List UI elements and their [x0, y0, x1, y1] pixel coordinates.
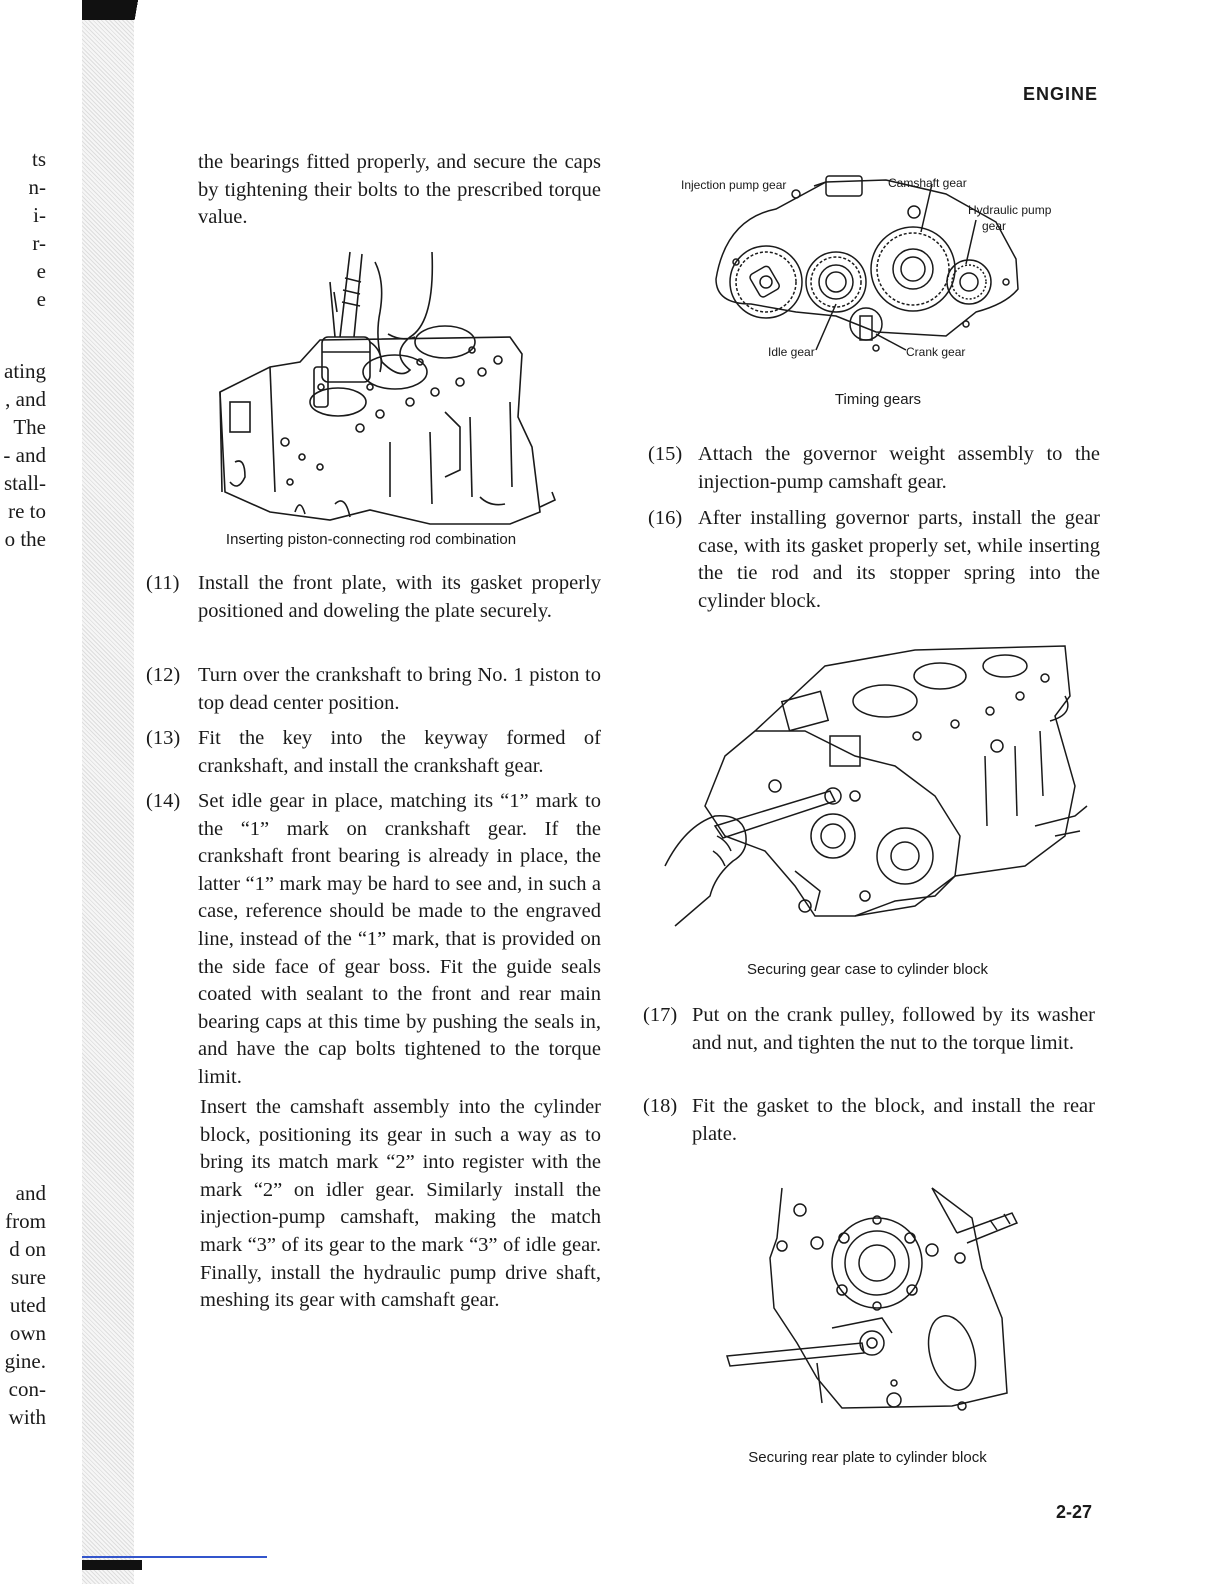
instruction-step — [146, 788, 601, 1092]
facing-page-fragment: from — [5, 1209, 46, 1233]
label-injection-pump-gear: Injection pump gear — [681, 178, 787, 192]
facing-page-fragment: The — [13, 415, 46, 439]
label-camshaft-gear: Camshaft gear — [888, 176, 967, 190]
facing-page-fragment: re to — [8, 499, 46, 523]
scan-edge-bottom — [82, 1560, 142, 1570]
facing-page-fragment: ts — [31, 147, 46, 171]
facing-page-fragment: n- — [28, 175, 46, 199]
scan-edge-top — [82, 0, 172, 20]
scan-edge-line — [82, 1556, 267, 1558]
timing-gears-illustration — [676, 164, 1076, 364]
instruction-step — [146, 662, 601, 717]
label-hydraulic-pump-gear-line1: Hydraulic pump — [968, 203, 1052, 217]
step-text: Fit the key into the keyway formed of crankshaft, and install the crankshaft gear. — [198, 727, 601, 777]
facing-page-fragment: stall- — [4, 471, 46, 495]
intro-paragraph: the bearings fitted properly, and secure the caps by tightening their bolts to the prescribed torque value. — [198, 151, 601, 229]
facing-page-fragment: sure — [11, 1265, 46, 1289]
step-text: Attach the governor weight assembly to the injection-pump camshaft gear. — [698, 443, 1100, 493]
gear-case-caption: Securing gear case to cylinder block — [747, 961, 988, 978]
facing-page-fragment: with — [8, 1405, 46, 1429]
facing-page-fragment: , and — [5, 387, 46, 411]
facing-page-fragment: own — [9, 1321, 46, 1345]
facing-page-fragment: i- — [33, 203, 46, 227]
gear-case-illustration — [655, 636, 1090, 936]
piston-insertion-illustration — [210, 242, 560, 527]
facing-page-fragment: con- — [8, 1377, 46, 1401]
scan-gutter — [82, 0, 134, 1584]
rear-plate-caption: Securing rear plate to cylinder block — [748, 1449, 987, 1466]
step-number: (12) — [146, 664, 181, 686]
label-hydraulic-pump-gear-line2: gear — [982, 219, 1007, 233]
instruction-step — [146, 570, 601, 625]
piston-figure-caption: Inserting piston-connecting rod combination — [225, 531, 517, 548]
step-text: Fit the gasket to the block, and install the rear plate. — [692, 1095, 1095, 1145]
instruction-step — [643, 1002, 1095, 1057]
step-number: (16) — [648, 507, 683, 529]
instruction-step — [643, 1093, 1095, 1148]
step-number: (13) — [146, 727, 181, 749]
step-number: (15) — [648, 443, 683, 465]
facing-page-fragment: gine. — [4, 1349, 46, 1373]
camshaft-install-paragraph: Insert the camshaft assembly into the cylinder block, positioning its gear in such a way as to bring its match mark “2” into register with the mark “2” on idler gear. Similarly install the injection-pump camshaft, making the match mark “3” of its gear to the mark “3” of idle gear. Finally, install the hydraulic pump drive shaft, meshing its gear with camshaft gear. — [200, 1096, 601, 1312]
facing-page-fragment: e — [36, 259, 46, 283]
label-crank-gear: Crank gear — [906, 345, 966, 359]
instruction-step — [648, 505, 1100, 615]
rear-plate-illustration — [722, 1178, 1022, 1413]
facing-page-fragment: o the — [4, 527, 46, 551]
step-number: (14) — [146, 790, 181, 812]
facing-page-fragment: e — [36, 287, 46, 311]
facing-page-fragment: - and — [3, 443, 46, 467]
instruction-step — [146, 725, 601, 780]
step-number: (11) — [146, 572, 180, 594]
facing-page-fragment: ating — [4, 359, 46, 383]
instruction-step — [648, 441, 1100, 496]
section-header: ENGINE — [1022, 84, 1098, 104]
facing-page-fragment: and — [15, 1181, 46, 1205]
page-number: 2-27 — [1056, 1502, 1093, 1522]
step-text: After installing governor parts, install the gear case, with its gasket properly set, while inserting the tie rod and its stopper spring into the cylinder block. — [698, 507, 1100, 612]
label-idle-gear: Idle gear — [768, 345, 815, 359]
step-text: Turn over the crankshaft to bring No. 1 piston to top dead center position. — [198, 664, 601, 714]
facing-page-fragment: uted — [9, 1293, 46, 1317]
facing-page-fragment: r- — [32, 231, 46, 255]
step-number: (18) — [643, 1095, 678, 1117]
step-text: Put on the crank pulley, followed by its washer and nut, and tighten the nut to the torque limit. — [692, 1004, 1095, 1054]
timing-gears-caption: Timing gears — [834, 391, 922, 408]
step-text: Install the front plate, with its gasket properly positioned and doweling the plate securely. — [198, 572, 601, 622]
facing-page-fragment: d on — [9, 1237, 46, 1261]
step-text: Set idle gear in place, matching its “1” mark to the “1” mark on crankshaft gear. If the crankshaft front bearing is already in place, the latter “1” mark may be hard to see and, in such a case, reference should be made to the engraved line, instead of the “1” mark, that is provided on the side face of gear boss. Fit the guide seals coated with sealant to the front and rear main bearing caps at this time by pushing the seals in, and have the cap bolts tightened to the torque limit. — [198, 790, 601, 1088]
step-number: (17) — [643, 1004, 678, 1026]
